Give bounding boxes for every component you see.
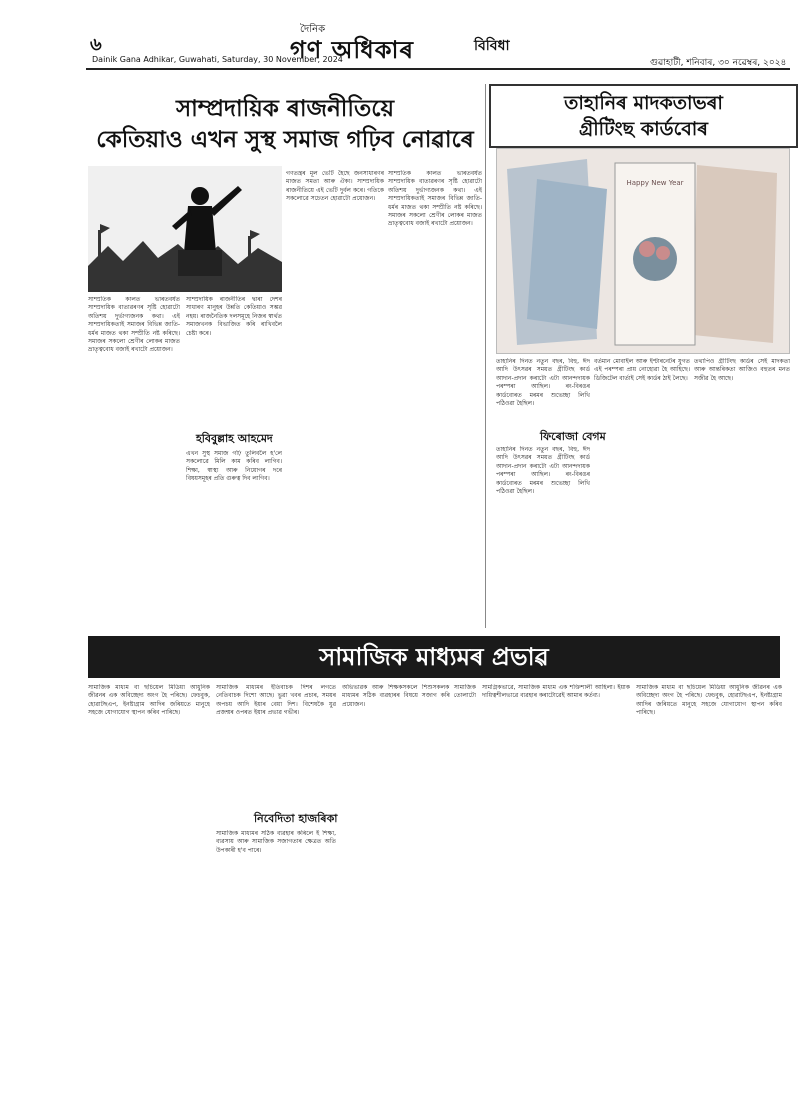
- article3-banner: সামাজিক মাধ্যমৰ প্ৰভাৱ: [88, 636, 780, 678]
- article3-author: নিবেদিতা হাজৰিকা: [254, 812, 338, 825]
- article3-column-4: সামগ্ৰিকভাৱে, সামাজিক মাধ্যম এক শক্তিশালী আহিলা। ইয়াক দায়িত্বশীলভাৱে ব্যৱহাৰ কৰাটোৱেই আমাৰ কৰ্তব্য।: [482, 684, 630, 700]
- article3-column-5: সামাজিক মাধ্যম বা ছচিয়েল মিডিয়া আধুনিক জীৱনৰ এক অবিচ্ছেদ্য অংগ হৈ পৰিছে। ফেচবুক, হোৱাটছএপ, ইনষ্টাগ্ৰাম আদিৰ জৰিয়তে মানুহে সহজে যোগাযোগ স্থাপন কৰিব পাৰিছে।: [636, 684, 782, 717]
- article1-headline-line1: সাম্প্ৰদায়িক ৰাজনীতিয়ে: [175, 96, 395, 122]
- article3-column-2: সামাজিক মাধ্যমৰ ইতিবাচক দিশৰ লগতে নেতিবাচক দিশো আছে। ভুৱা খবৰ প্ৰচাৰ, সময়ৰ অপচয় আদি ইয়াৰ বেয়া দিশ। বিশেষকৈ যুৱ প্ৰজন্মৰ ওপৰত ইয়াৰ প্ৰভাৱ গভীৰ।: [216, 684, 336, 717]
- article3-column-1: সামাজিক মাধ্যম বা ছচিয়েল মিডিয়া আধুনিক জীৱনৰ এক অবিচ্ছেদ্য অংগ হৈ পৰিছে। ফেচবুক, হোৱাটছএপ, ইনষ্টাগ্ৰাম আদিৰ জৰিয়তে মানুহে সহজে যোগাযোগ স্থাপন কৰিব পাৰিছে।: [88, 684, 210, 717]
- article1-headline: [88, 94, 482, 156]
- article2-author: ফিৰোজা বেগম: [540, 430, 606, 443]
- masthead-title: গণ অধিকাৰ: [290, 36, 414, 64]
- article2-headline-box: [489, 84, 798, 148]
- article3-column-2b: সামাজিক মাধ্যমৰ সঠিক ব্যৱহাৰ কৰিলে ই শিক্ষা, ব্যৱসায় আৰু সামাজিক সজাগতাৰ ক্ষেত্ৰত অতি উপকাৰী হ'ব পাৰে।: [216, 830, 336, 854]
- speaker-silhouette-image: [88, 166, 282, 292]
- article2-headline-line1: তাহানিৰ মাদকতাভৰা: [564, 92, 723, 114]
- column-divider: [485, 84, 486, 628]
- article2-column-2: বৰ্তমান মোবাইল আৰু ইণ্টাৰনেটৰ যুগত এই পৰম্পৰা প্ৰায় নোহোৱা হৈ আহিছে। ডিজিটেল বাৰ্তাই সেই কাৰ্ডৰ ঠাই লৈছে।: [594, 358, 690, 382]
- section-title: বিবিধা: [474, 38, 510, 54]
- article1-column-1: সাম্প্ৰতিক কালত ভাৰতবৰ্ষত সাম্প্ৰদায়িক বাতাৱৰণৰ সৃষ্টি হোৱাটো অতিশয় দুৰ্ভাগ্যজনক কথা। এই সাম্প্ৰদায়িকতাই সমাজৰ বিভিন্ন জাতি-ধৰ্মৰ মাজত থকা সম্প্ৰীতি নষ্ট কৰিছে। সমাজৰ সকলো শ্ৰেণীৰ লোকৰ মাজত ভ্ৰাতৃত্ববোধ বজাই ৰখাটো প্ৰয়োজন।: [88, 296, 180, 354]
- article2-column-1b: তাহানিৰ দিনত নতুন বছৰ, বিহু, ঈদ আদি উৎসৱৰ সময়ত গ্ৰীটিংছ কাৰ্ড আদান-প্ৰদান কৰাটো এটা আনন্দদায়ক পৰম্পৰা আছিল। ৰং-বিৰঙৰ কাৰ্ডবোৰত মৰমৰ শুভেচ্ছা লিখি পঠিওৱা হৈছিল।: [496, 446, 590, 496]
- masthead-daily: দৈনিক: [300, 24, 326, 35]
- card-text: Happy New Year: [626, 179, 684, 187]
- article2-photo: [496, 148, 790, 354]
- article3-column-3: অভিভাৱক আৰু শিক্ষকসকলে শিশুসকলক সামাজিক মাধ্যমৰ সঠিক ব্যৱহাৰৰ বিষয়ে সজাগ কৰি তোলাটো প্ৰয়োজন।: [342, 684, 476, 708]
- article1-column-5: সাম্প্ৰতিক কালত ভাৰতবৰ্ষত সাম্প্ৰদায়িক বাতাৱৰণৰ সৃষ্টি হোৱাটো অতিশয় দুৰ্ভাগ্যজনক কথা। এই সাম্প্ৰদায়িকতাই সমাজৰ বিভিন্ন জাতি-ধৰ্মৰ মাজত থকা সম্প্ৰীতি নষ্ট কৰিছে। সমাজৰ সকলো শ্ৰেণীৰ লোকৰ মাজত ভ্ৰাতৃত্ববোধ বজাই ৰখাটো প্ৰয়োজন।: [388, 170, 482, 228]
- article1-photo: [88, 166, 282, 292]
- article1-headline-line2: কেতিয়াও এখন সুস্থ সমাজ গঢ়িব নোৱাৰে: [96, 127, 474, 153]
- article1-column-4: গণতন্ত্ৰৰ মূল ভেটি হৈছে জনসাধাৰণৰ মাজত সমতা আৰু ঐক্য। সাম্প্ৰদায়িক ৰাজনীতিয়ে এই ভেটি দুৰ্বল কৰে। গতিকে সকলোৱে সচেতন হোৱাটো প্ৰয়োজন।: [286, 170, 384, 203]
- dateline: Dainik Gana Adhikar, Guwahati, Saturday, 30 November, 2024: [92, 55, 343, 64]
- article1-column-2: সাম্প্ৰদায়িক ৰাজনীতিৰ দ্বাৰা দেশৰ সাধাৰণ মানুহৰ উন্নতি কেতিয়াও সম্ভৱ নহয়। ৰাজনৈতিক দলসমূহে নিজৰ স্বাৰ্থত সমাজখনক বিভাজিত কৰি ৰাখিবলৈ চেষ্টা কৰে।: [186, 296, 282, 337]
- date-bengali: গুৱাহাটী, শনিবাৰ, ৩০ নৱেম্বৰ, ২০২৪: [650, 58, 787, 68]
- article1-column-3: এখন সুস্থ সমাজ গঢ়ি তুলিবলৈ হ'লে সকলোৱে মিলি কাম কৰিব লাগিব। শিক্ষা, স্বাস্থ্য আৰু নিয়োগৰ দৰে বিষয়সমূহৰ প্ৰতি গুৰুত্ব দিব লাগিব।: [186, 450, 282, 483]
- page-number: ৬: [90, 34, 102, 55]
- article2-headline-line2: গ্ৰীটিংছ কাৰ্ডবোৰ: [579, 118, 708, 140]
- article2-column-3: তথাপিও গ্ৰীটিংছ কাৰ্ডৰ সেই মাদকতা আৰু আন্তৰিকতা আজিও বহুতৰ মনত সজীৱ হৈ আছে।: [694, 358, 790, 382]
- article2-column-1a: তাহানিৰ দিনত নতুন বছৰ, বিহু, ঈদ আদি উৎসৱৰ সময়ত গ্ৰীটিংছ কাৰ্ড আদান-প্ৰদান কৰাটো এটা আনন্দদায়ক পৰম্পৰা আছিল। ৰং-বিৰঙৰ কাৰ্ডবোৰত মৰমৰ শুভেচ্ছা লিখি পঠিওৱা হৈছিল।: [496, 358, 590, 408]
- article1-author: হবিবুল্লাহ আহমেদ: [196, 432, 273, 445]
